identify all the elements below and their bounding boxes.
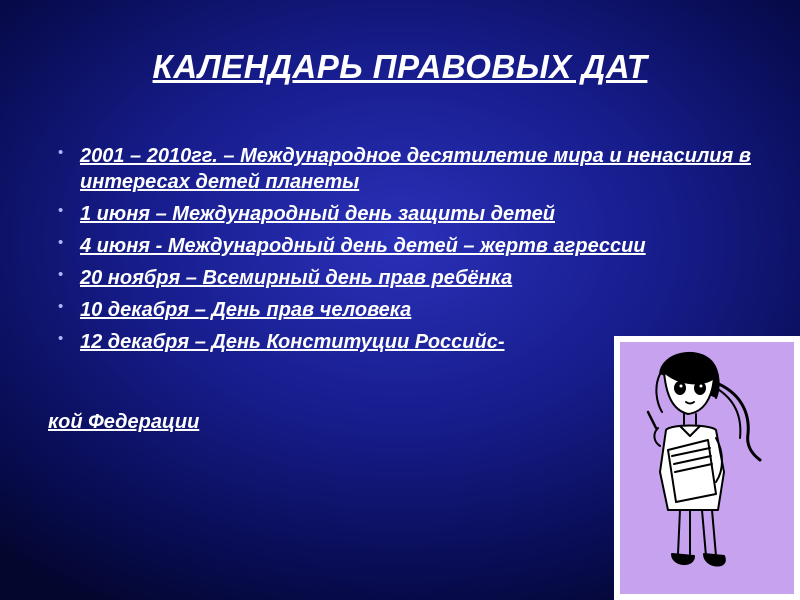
illustration-background — [620, 342, 794, 594]
girl-with-notebook-icon — [620, 342, 794, 594]
list-item-continuation: кой Федерации — [48, 411, 200, 433]
list-item-text: 4 июня - Международный день детей – жертв агрессии — [80, 235, 646, 257]
bullet-icon: • — [58, 330, 64, 347]
list-item — [48, 233, 768, 259]
bullet-icon: • — [58, 202, 64, 219]
list-item-text: 2001 – 2010гг. – Международное десятилетие мира и ненасилия в интересах детей планеты — [80, 145, 751, 193]
list-item-text: 12 декабря – День Конституции Российс- — [80, 331, 505, 353]
bullet-icon: • — [58, 266, 64, 283]
illustration-frame — [614, 336, 800, 600]
slide-title: КАЛЕНДАРЬ ПРАВОВЫХ ДАТ — [152, 48, 648, 85]
list-item — [48, 143, 768, 195]
bullet-icon: • — [58, 298, 64, 315]
list-item — [48, 297, 768, 323]
list-item-text: 10 декабря – День прав человека — [80, 299, 412, 321]
list-item — [48, 201, 768, 227]
list-item-text: 20 ноября – Всемирный день прав ребёнка — [80, 267, 513, 289]
list-item-text: 1 июня – Международный день защиты детей — [80, 203, 555, 225]
legal-dates-list — [48, 143, 768, 361]
list-item — [48, 265, 768, 291]
bullet-icon: • — [58, 234, 64, 251]
bullet-icon: • — [58, 144, 64, 161]
